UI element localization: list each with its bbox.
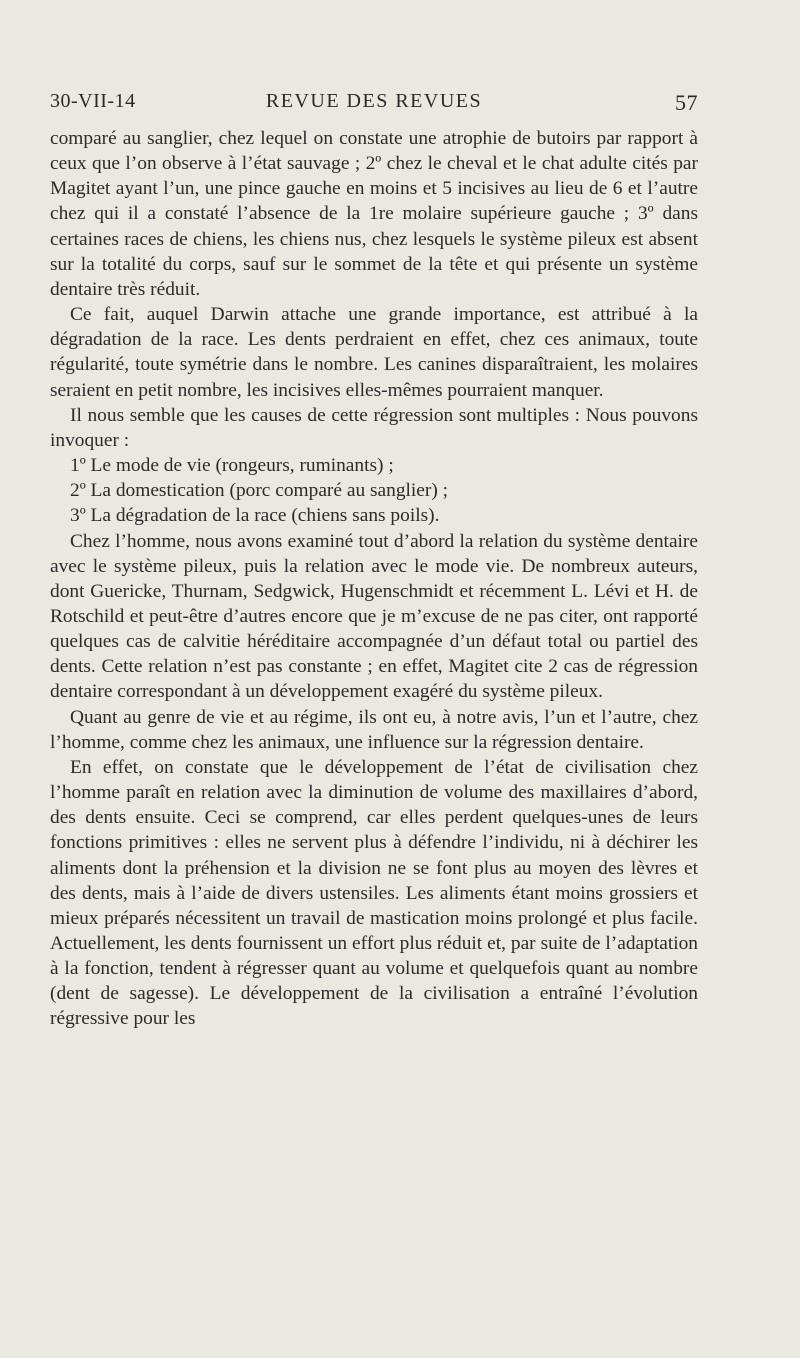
paragraph-genre-de-vie: Quant au genre de vie et au régime, ils ont eu, à notre avis, l’un et l’autre, chez l’homme, comme chez les animaux, une influence sur la régression dentaire. bbox=[50, 706, 698, 753]
header-journal-title: REVUE DES REVUES bbox=[265, 90, 483, 112]
header-date: 30-VII-14 bbox=[50, 90, 136, 112]
list-item-degradation: 3º La dégradation de la race (chiens sans poils). bbox=[70, 505, 440, 527]
paragraph-causes-intro: Il nous semble que les causes de cette régression sont multiples : Nous pouvons invoquer : bbox=[50, 404, 698, 451]
running-header bbox=[50, 90, 698, 122]
page-body bbox=[50, 126, 698, 1032]
paragraph-homme: Chez l’homme, nous avons examiné tout d’abord la relation du système dentaire avec le système pileux, puis la relation avec le mode vie. De nombreux auteurs, dont Guericke, Thurnam, Sedgwick, Hugenschmidt et récemment L. Lévi et H. de Rotschild et peut-être d’autres encore que je m’excuse de ne pas citer, ont rapporté quelques cas de calvitie héréditaire accompagnée d’un défaut total ou partiel des dents. Cette relation n’est pas constante ; en effet, Magitet cite 2 cas de régression dentaire correspondant à un développement exagéré du système pileux. bbox=[50, 530, 698, 703]
list-item-mode-de-vie: 1º Le mode de vie (rongeurs, ruminants) ; bbox=[70, 455, 394, 477]
paragraph-darwin: Ce fait, auquel Darwin attache une grande importance, est attribué à la dégradation de la race. Les dents perdraient en effet, chez ces animaux, toute régularité, toute symétrie dans le nombre. Les canines disparaîtraient, les molaires seraient en petit nombre, les incisives elles-mêmes pourraient manquer. bbox=[50, 304, 698, 401]
paragraph-continuation: comparé au sanglier, chez lequel on constate une atrophie de butoirs par rapport à ceux que l’on observe à l’état sauvage ; 2º chez le cheval et le chat adulte cités par Magitet ayant l’un, une pince gauche en moins et 5 incisives au lieu de 6 et l’autre chez qui il a constaté l’absence de la 1re molaire supérieure gauche ; 3º dans certaines races de chiens, les chiens nus, chez lesquels le système pileux est absent sur la totalité du corps, sauf sur le sommet de la tête et qui présente un système dentaire très réduit. bbox=[50, 128, 698, 300]
page-number: 57 bbox=[675, 90, 698, 115]
paragraph-civilisation: En effet, on constate que le développement de l’état de civilisation chez l’homme paraît en relation avec la diminution de volume des maxillaires d’abord, des dents ensuite. Ceci se comprend, car elles perdent quelques-unes de leurs fonctions primitives : elles ne servent plus à défendre l’individu, ni à déchirer les aliments dont la préhension et la division ne se font plus au moyen des lèvres et des dents, mais à l’aide de divers ustensiles. Les aliments étant moins grossiers et mieux préparés nécessitent un travail de mastication moins prolongé et plus facile. Actuellement, les dents fournissent un effort plus réduit et, par suite de l’adaptation à la fonction, tendent à régresser quant au volume et quelquefois quant au nombre (dent de sagesse). Le développement de la civilisation a entraîné l’évolution régressive pour les bbox=[50, 756, 698, 1030]
list-item-domestication: 2º La domestication (porc comparé au sanglier) ; bbox=[70, 480, 449, 502]
